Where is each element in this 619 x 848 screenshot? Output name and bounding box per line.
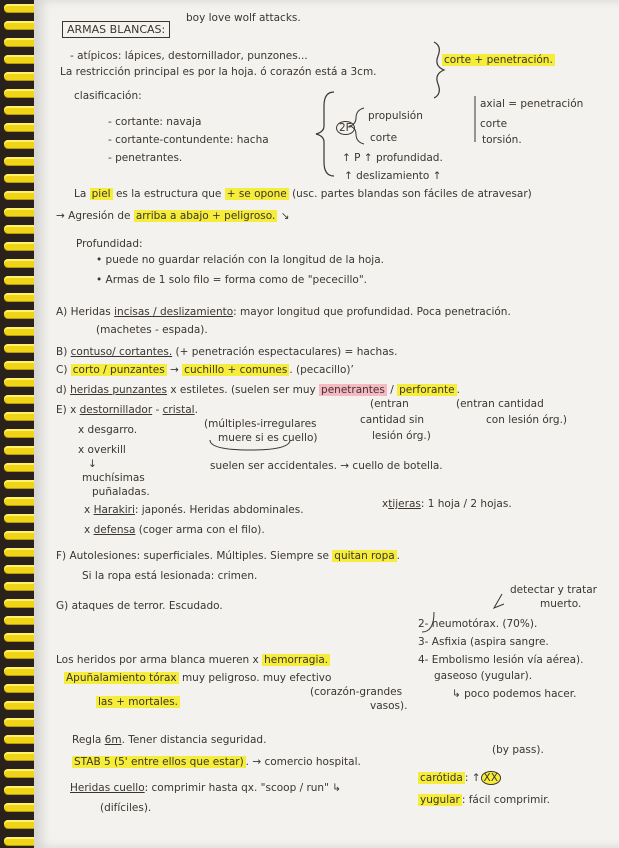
tijeras: xtijeras: 1 hoja / 2 hojas. <box>382 498 512 510</box>
lista-3: 3- Asfixia (aspira sangre. <box>418 636 549 648</box>
item-f-2: Si la ropa está lesionada: crimen. <box>82 570 258 582</box>
item-c: C) corto / punzantes → cuchillo + comunes . (pecacillo)’ <box>56 364 354 376</box>
muchisimas: muchísimas <box>82 472 145 484</box>
detectar-2: muerto. <box>540 598 582 610</box>
carotida: carótida : ↑ XX <box>418 772 501 784</box>
mueren-line: Los heridos por arma blanca mueren x hemorragia. <box>56 654 329 666</box>
clase-cortante: - cortante: navaja <box>108 116 202 128</box>
desgarro: x desgarro. <box>78 424 138 436</box>
dos-f: 2F <box>336 122 355 134</box>
brace-right <box>434 42 444 98</box>
apunalamiento-note-2: vasos). <box>370 700 408 712</box>
item-g: G) ataques de terror. Escudado. <box>56 600 223 612</box>
brace-left <box>316 92 334 176</box>
propulsion: propulsión <box>368 110 423 122</box>
defensa: x defensa (coger arma con el filo). <box>84 524 265 536</box>
profundidad-arrow: ↑ P ↑ profundidad. <box>342 152 443 164</box>
clase-penetrantes: - penetrantes. <box>108 152 183 164</box>
cuello-line: Heridas cuello: comprimir hasta qx. "scoop / run" ↳ <box>70 782 342 794</box>
detectar-1: detectar y tratar <box>510 584 597 596</box>
overkill: x overkill <box>78 444 126 456</box>
atipicos-line: - atípicos: lápices, destornillador, punzones... <box>70 50 308 62</box>
bypass: (by pass). <box>492 744 544 756</box>
e-note-2: muere si es cuello) <box>218 432 318 444</box>
d-note-1: (entran <box>370 398 409 410</box>
torsion: torsión. <box>482 134 522 146</box>
title: ARMAS BLANCAS: <box>62 24 170 36</box>
overkill-arrow: ↓ <box>88 458 97 470</box>
agresion-line: → Agresión de arriba a abajo + peligroso. ↘ <box>56 210 290 222</box>
apunalamiento-note-1: (corazón-grandes <box>310 686 403 698</box>
item-d: d) heridas punzantes x estiletes. (suelen ser muy penetrantes / perforante . <box>56 384 460 396</box>
profundidad-title: Profundidad: <box>76 238 143 250</box>
d-note-3: lesión órg.) <box>372 430 431 442</box>
d-note-5: con lesión órg.) <box>486 414 568 426</box>
item-f: F) Autolesiones: superficiales. Múltiples. Siempre se quitan ropa . <box>56 550 401 562</box>
corte: corte <box>370 132 398 144</box>
profundidad-item-2: • Armas de 1 solo filo = forma como de "pececillo". <box>96 274 368 286</box>
detect-arrow <box>494 594 504 608</box>
corte-right: corte <box>480 118 508 130</box>
e-note-3: suelen ser accidentales. → cuello de botella. <box>210 460 443 472</box>
yugular: yugular : fácil comprimir. <box>420 794 550 806</box>
e-note-1: (múltiples-irregulares <box>204 418 317 430</box>
item-e: E) x destornillador - cristal. <box>56 404 198 416</box>
item-a: A) Heridas incisas / deslizamiento: mayor longitud que profundidad. Poca penetración. <box>56 306 511 318</box>
punaladas: puñaladas. <box>92 486 150 498</box>
restriccion-line: La restricción principal es por la hoja. ó corazón está a 3cm. <box>60 66 377 78</box>
lista-2: 2- neumotórax. (70%). <box>418 618 538 630</box>
clase-cortante-contundente: - cortante-contundente: hacha <box>108 134 269 146</box>
corte-penetracion: corte + penetración. <box>444 54 553 66</box>
harakiri: x Harakiri: japonés. Heridas abdominales. <box>84 504 304 516</box>
profundidad-item-1: • puede no guardar relación con la longitud de la hoja. <box>96 254 384 266</box>
clasificacion: clasificación: <box>74 90 142 102</box>
apunalamiento-line: Apuñalamiento tórax muy peligroso. muy efectivo <box>66 672 332 684</box>
mas-mortales: las + mortales. <box>98 696 179 708</box>
poco-podemos: ↳ poco podemos hacer. <box>452 688 577 700</box>
title-aside: boy love wolf attacks. <box>186 12 301 24</box>
lista-4: 4- Embolismo lesión vía aérea). <box>418 654 584 666</box>
item-b: B) contuso/ cortantes. (+ penetración espectaculares) = hachas. <box>56 346 398 358</box>
notebook-page <box>34 0 619 848</box>
regla-line: Regla 6m. Tener distancia seguridad. <box>72 734 267 746</box>
piel-line: La piel es la estructura que + se opone (usc. partes blandas son fáciles de atravesar) <box>74 188 532 200</box>
d-note-2: cantidad sin <box>360 414 425 426</box>
axial: axial = penetración <box>480 98 584 110</box>
gaseoso: gaseoso (yugular). <box>434 670 533 682</box>
stab-line: STAB 5 (5' entre ellos que estar) . → comercio hospital. <box>74 756 361 768</box>
item-a-sub: (machetes - espada). <box>96 324 208 336</box>
d-note-4: (entran cantidad <box>456 398 544 410</box>
dificiles: (difíciles). <box>100 802 152 814</box>
deslizamiento-arrow: ↑ deslizamiento ↑ <box>344 170 442 182</box>
